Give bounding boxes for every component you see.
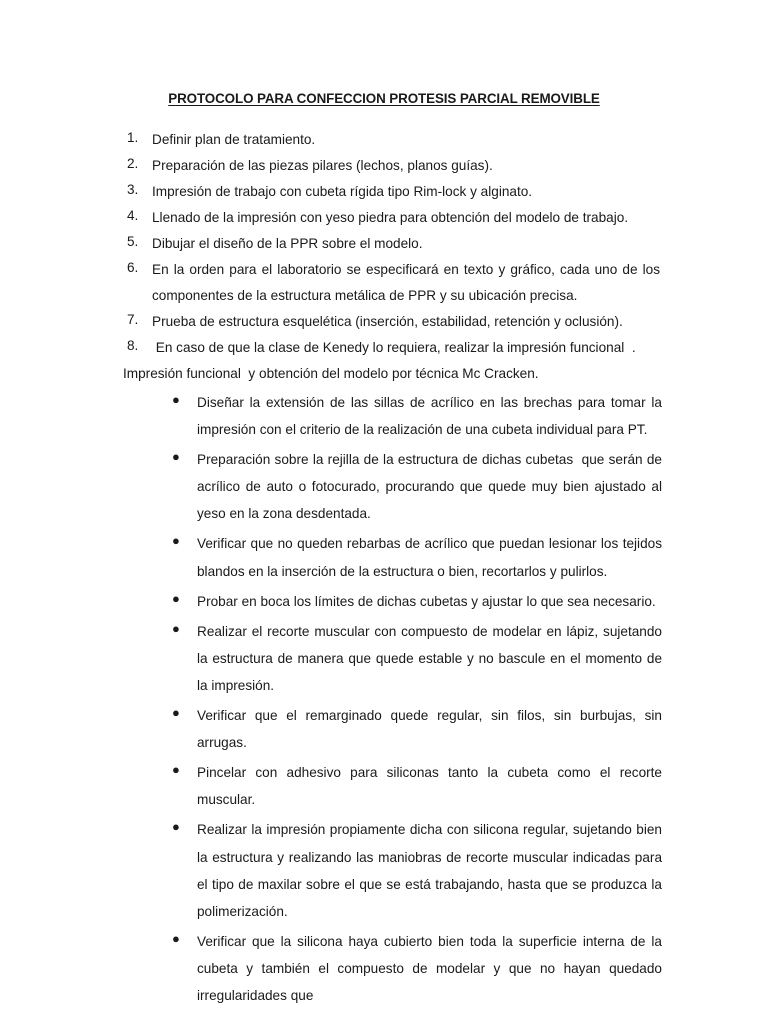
bullet-item: [0, 446, 768, 527]
bullet-item: [0, 618, 768, 699]
document-title-text: PROTOCOLO PARA CONFECCION PROTESIS PARCIAL REMOVIBLE: [168, 91, 600, 106]
step-text: Impresión de trabajo con cubeta rígida tipo Rim-lock y alginato.: [152, 184, 533, 199]
step-text: Dibujar el diseño de la PPR sobre el modelo.: [152, 236, 423, 251]
bullet-text: Realizar el recorte muscular con compuesto de modelar en lápiz, sujetando la estructura de manera que quede estable y no bascule en el momento de la impresión.: [197, 623, 662, 693]
step-item: [0, 179, 768, 205]
bullet-icon: ●: [172, 705, 180, 721]
document-title: [0, 91, 768, 106]
bullet-text: Verificar que la silicona haya cubierto bien toda la superficie interna de la cubeta y también el compuesto de modelar y que no hayan quedado irregularidades que: [197, 933, 662, 1003]
step-text: Definir plan de tratamiento.: [152, 132, 316, 147]
bullet-item: [0, 816, 768, 924]
step-number: 5.: [127, 234, 139, 249]
step-item: [0, 127, 768, 153]
step-text: Llenado de la impresión con yeso piedra para obtención del modelo de trabajo.: [152, 210, 629, 225]
bullet-text: Verificar que el remarginado quede regular, sin filos, sin burbujas, sin arrugas.: [197, 708, 662, 751]
step-item: [0, 231, 768, 257]
bullet-icon: ●: [172, 533, 180, 549]
bullet-text: Realizar la impresión propiamente dicha con silicona regular, sujetando bien la estructura y realizando las maniobras de recorte muscular indicadas para el tipo de maxilar sobre el que se está trabajando, hasta que se produzca la polimerización.: [197, 822, 662, 919]
bullet-item: [0, 702, 768, 756]
step-text: En la orden para el laboratorio se especificará en texto y gráfico, cada uno de los componentes de la estructura metálica de PPR y su ubicación precisa.: [152, 262, 660, 303]
step-number: 3.: [127, 182, 139, 197]
bullet-icon: ●: [172, 930, 180, 946]
bullet-icon: ●: [172, 449, 180, 465]
bulleted-instruction-list: [0, 389, 768, 1012]
bullet-item: [0, 588, 768, 615]
step-number: 1.: [127, 130, 139, 145]
bullet-item: [0, 530, 768, 584]
bullet-icon: ●: [172, 819, 180, 835]
step-text: Prueba de estructura esquelética (inserción, estabilidad, retención y oclusión).: [152, 314, 623, 329]
step-item: [0, 205, 768, 231]
step-number: 4.: [127, 208, 139, 223]
step-text: Preparación de las piezas pilares (lechos, planos guías).: [152, 158, 493, 173]
step-number: 8.: [127, 338, 139, 353]
numbered-step-list: [0, 127, 768, 361]
step-item: [0, 335, 768, 361]
bullet-text: Diseñar la extensión de las sillas de acrílico en las brechas para tomar la impresión con el criterio de la realización de una cubeta individual para PT.: [197, 395, 662, 438]
bullet-text: Probar en boca los límites de dichas cubetas y ajustar lo que sea necesario.: [197, 593, 656, 609]
step-number: 6.: [127, 260, 139, 275]
step-text: En caso de que la clase de Kenedy lo requiera, realizar la impresión funcional .: [152, 340, 636, 355]
bullet-text: Preparación sobre la rejilla de la estructura de dichas cubetas que serán de acrílico de auto o fotocurado, procurando que quede muy bien ajustado al yeso en la zona desdentada.: [197, 452, 666, 522]
bullet-text: Pincelar con adhesivo para siliconas tanto la cubeta como el recorte muscular.: [197, 765, 662, 808]
bullet-text: Verificar que no queden rebarbas de acrílico que puedan lesionar los tejidos blandos en la inserción de la estructura o bien, recortarlos y pulirlos.: [197, 536, 662, 579]
step-number: 2.: [127, 156, 139, 171]
bullet-icon: ●: [172, 762, 180, 778]
bullet-item: [0, 759, 768, 813]
bullet-icon: ●: [172, 620, 180, 636]
bullet-item: [0, 928, 768, 1009]
bullet-icon: ●: [172, 392, 180, 407]
step-item: [0, 257, 768, 309]
step-item: [0, 309, 768, 335]
section-intro-text: Impresión funcional y obtención del modelo por técnica Mc Cracken.: [123, 366, 539, 381]
bullet-item: [0, 389, 768, 443]
step-item: [0, 153, 768, 179]
bullet-icon: ●: [172, 590, 180, 606]
step-number: 7.: [127, 312, 139, 327]
